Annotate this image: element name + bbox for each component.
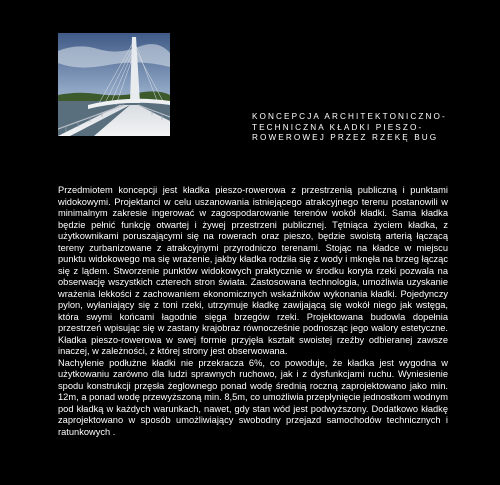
footbridge-illustration bbox=[58, 33, 170, 136]
heading-line-3: ROWEROWEJ PRZEZ RZEKĘ BUG bbox=[252, 133, 439, 143]
body-paragraph-1: Przedmiotem koncepcji jest kładka pieszo-rowerowa z przestrzenią publiczną i punktami widokowymi. Projektanci w celu uszanowania istniejącego atrakcyjnego terenu postanowili w minimalnym zakresie ingerować w zagospodarowanie terenów wokół kładki. Sama kładka będzie pełnić funkcję otwartej i żywej przestrzeni publicznej. Tętniąca życiem kładka, z użytkownikami poruszającymi się na rowerach oraz pieszo, będzie swoistą arterią łączącą tereny zurbanizowane z atrakcyjnymi przyrodniczo terenami. Stojąc na kładce w miejscu punktu widokowego ma się wrażenie, jakby kładka rodziła się z wody i mknęła na brzeg łącząc się z lądem. Stworzenie punktów widokowych praktycznie w środku koryta rzeki pozwala na obserwację wszystkich czterech stron świata. Zastosowana technologia, umożliwia uzyskanie wrażenia lekkości z zachowaniem ekonomicznych wskaźników wykonania kładki. Pojedynczy pylon, wyłaniający się z toni rzeki, utrzymuje kładkę zawijającą się wokół niego jak wstęga, która swymi końcami łagodnie sięga brzegów rzeki. Projektowana budowla dopełnia przestrzeń wpisując się w zastany krajobraz równocześnie podnosząc jego walory estetyczne. Kładka pieszo-rowerowa w swej formie przyjęła kształt swoistej rzeźby odbieranej zawsze inaczej, w zależności, z której strony jest obserwowana. bbox=[58, 185, 448, 356]
body-text bbox=[58, 185, 448, 438]
document-heading bbox=[252, 112, 448, 144]
heading-line-2: TECHNICZNA KŁADKI PIESZO- bbox=[252, 122, 424, 132]
body-paragraph-2: Nachylenie podłużne kładki nie przekracza 6%, co powoduje, że kładka jest wygodna w użytkowaniu zarówno dla ludzi sprawnych ruchowo, jak i z dysfunkcjami ruchu. Wyniesienie spodu konstrukcji przęsła żeglownego ponad wodę średnią roczną zaprojektowano jako min. 12m, a ponad wodę przewyższoną min. 8,5m, co umożliwia przepłynięcie jednostkom wodnym pod kładką w każdych warunkach, nawet, gdy stan wód jest podwyższony. Dodatkowo kładkę zaprojektowano w sposób umożliwiający swobodny przejazd samochodów technicznych i ratunkowych . bbox=[58, 357, 448, 437]
heading-line-1: KONCEPCJA ARCHITEKTONICZNO- bbox=[252, 112, 447, 121]
bridge-rendering-image bbox=[58, 33, 170, 136]
